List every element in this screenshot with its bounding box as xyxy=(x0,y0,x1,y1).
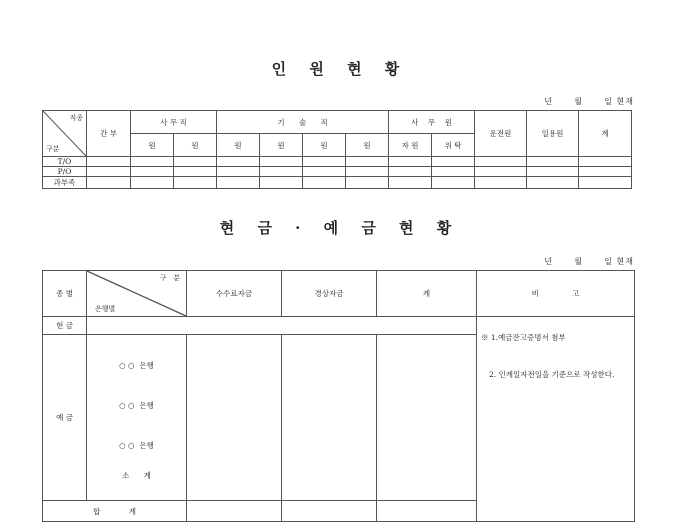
staff-table xyxy=(42,110,632,189)
header-clerk: 사 무 원 xyxy=(389,111,475,134)
sub-header: 위 탁 xyxy=(432,134,475,157)
row-label-to: T/O xyxy=(43,157,87,167)
cash-table xyxy=(42,270,635,522)
subtotal-label: 소 계 xyxy=(122,471,151,480)
staff-corner-top: 직종 xyxy=(69,114,83,122)
bank-name: ○ ○ 은행 xyxy=(119,401,154,410)
staff-date-line: 년 월 일 현재 xyxy=(544,97,634,106)
sub-header: 원 xyxy=(346,134,389,157)
bank-name: ○ ○ 은행 xyxy=(119,361,154,370)
cash-corner-cell xyxy=(87,271,187,317)
sub-header: 원 xyxy=(131,134,174,157)
cash-corner-bottom: 은행별 xyxy=(95,305,116,313)
header-remark: 비 고 xyxy=(477,271,635,317)
header-fee: 수수료자금 xyxy=(187,271,282,317)
cash-corner-top: 구 분 xyxy=(159,274,180,282)
header-daily: 일용원 xyxy=(527,111,579,157)
header-total: 계 xyxy=(579,111,632,157)
note-1: ※ 1.예금잔고증명서 첨부 xyxy=(481,333,566,342)
sub-header: 원 xyxy=(217,134,260,157)
staff-corner-cell xyxy=(43,111,87,157)
row-label-po: P/O xyxy=(43,167,87,177)
sub-header: 자 원 xyxy=(389,134,432,157)
cash-corner-left: 종 별 xyxy=(43,271,87,317)
header-driver: 운전원 xyxy=(475,111,527,157)
cash-title: 현 금 · 예 금 현 황 xyxy=(219,219,461,237)
remark-notes xyxy=(477,317,635,522)
note-2: 2. 인계일자전일을 기준으로 작성한다. xyxy=(489,370,615,379)
header-tech: 기 술 직 xyxy=(217,111,389,134)
sub-header: 원 xyxy=(260,134,303,157)
staff-corner-bottom: 구분 xyxy=(46,145,60,153)
header-office: 사 무 직 xyxy=(131,111,217,134)
cash-date-line: 년 월 일 현재 xyxy=(544,257,634,266)
sub-header: 원 xyxy=(174,134,217,157)
table-row xyxy=(43,167,632,177)
header-exec: 간 부 xyxy=(87,111,131,157)
table-row xyxy=(43,157,632,167)
row-cash: 현 금 xyxy=(43,317,87,335)
row-label-diff: 과부족 xyxy=(43,177,87,189)
table-row xyxy=(43,177,632,189)
staff-title: 인 원 현 황 xyxy=(271,60,409,78)
sub-header: 원 xyxy=(303,134,346,157)
header-op: 경상자금 xyxy=(282,271,377,317)
row-deposit: 예 금 xyxy=(43,335,87,501)
grand-total-label: 합 계 xyxy=(43,501,187,522)
bank-name: ○ ○ 은행 xyxy=(119,441,154,450)
header-cash-total: 계 xyxy=(377,271,477,317)
